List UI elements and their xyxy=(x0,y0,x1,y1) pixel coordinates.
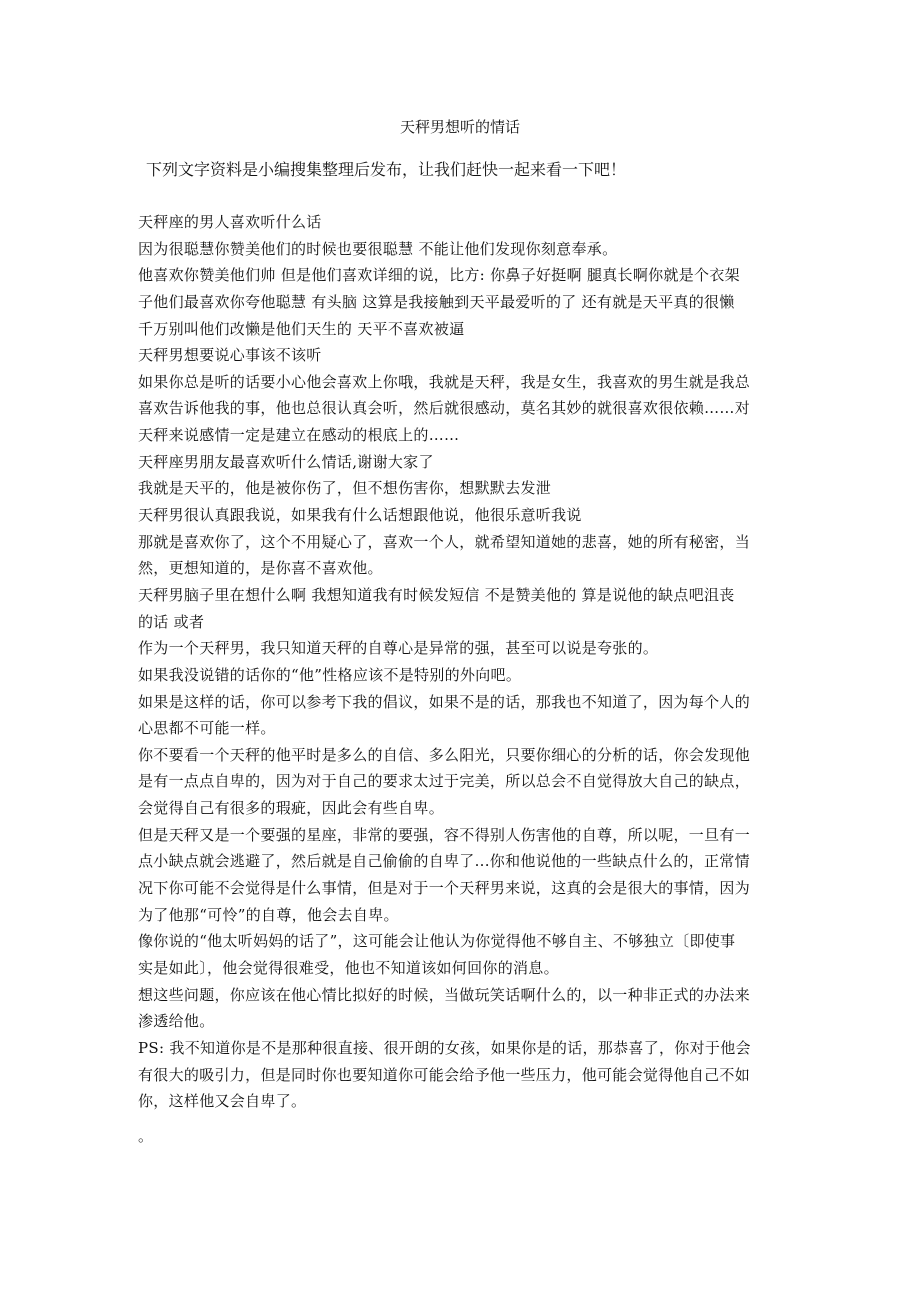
paragraph-line: 是有一点点自卑的，因为对于自己的要求太过于完美，所以总会不自觉得放大自己的缺点， xyxy=(138,772,751,791)
paragraph-line: 但是天秤又是一个要强的星座，非常的要强，容不得别人伤害他的自尊，所以呢，一旦有一 xyxy=(138,825,751,844)
paragraph-line: 会觉得自己有很多的瑕疵，因此会有些自卑。 xyxy=(138,799,445,818)
paragraph-line: 渗透给他。 xyxy=(138,1012,215,1031)
paragraph-line: 千万别叫他们改懒是他们天生的 天平不喜欢被逼 xyxy=(138,319,465,338)
paragraph xyxy=(138,982,800,1035)
paragraph xyxy=(138,635,800,662)
paragraph xyxy=(138,822,800,929)
paragraph-line: 喜欢告诉他我的事，他也总很认真会听，然后就很感动，莫名其妙的就很喜欢很依赖……对 xyxy=(138,399,751,418)
document-intro: 下列文字资料是小编搜集整理后发布，让我们赶快一起来看一下吧！ xyxy=(146,160,627,179)
paragraph xyxy=(138,502,800,529)
paragraph-line: 我就是天平的，他是被你伤了，但不想伤害你，想默默去发泄 xyxy=(138,479,552,498)
paragraph xyxy=(138,582,800,635)
paragraph-line: 子他们最喜欢你夸他聪慧 有头脑 这算是我接触到天平最爱听的了 还有就是天平真的很懒 xyxy=(138,292,735,311)
paragraph-line: 他喜欢你赞美他们帅 但是他们喜欢详细的说，比方: 你鼻子好挺啊 腿真长啊你就是个衣架 xyxy=(138,266,740,285)
paragraph-line: 那就是喜欢你了，这个不用疑心了，喜欢一个人，就希望知道她的悲喜，她的所有秘密，当 xyxy=(138,532,751,551)
paragraph xyxy=(138,369,800,449)
paragraph xyxy=(138,262,800,342)
paragraph-line: 如果是这样的话，你可以参考下我的倡议，如果不是的话，那我也不知道了，因为每个人的 xyxy=(138,692,751,711)
paragraph-line: 你，这样他又会自卑了。 xyxy=(138,1092,307,1111)
paragraph-line: PS: 我不知道你是不是那种很直接、很开朗的女孩，如果你是的话，那恭喜了，你对于他会 xyxy=(138,1038,751,1057)
paragraph-line: 如果我没说错的话你的“他”性格应该不是特别的外向吧。 xyxy=(138,665,522,684)
paragraph-line: 天秤座的男人喜欢听什么话 xyxy=(138,213,322,231)
paragraph-line: 你不要看一个天秤的他平时是多么的自信、多么阳光，只要你细心的分析的话，你会发现他 xyxy=(138,745,751,764)
paragraph-line: 天秤座男朋友最喜欢听什么情话,谢谢大家了 xyxy=(138,452,434,471)
paragraph-line: 天秤男脑子里在想什么啊 我想知道我有时候发短信 不是赞美他的 算是说他的缺点吧沮丧 xyxy=(138,585,735,604)
paragraph-line: 像你说的“他太听妈妈的话了”，这可能会让他认为你觉得他不够自主、不够独立〔即使事 xyxy=(138,932,736,951)
paragraph-line: 为了他那“可怜”的自尊，他会去自卑。 xyxy=(138,905,399,924)
paragraph xyxy=(138,529,800,582)
paragraph-line: 如果你总是听的话要小心他会喜欢上你哦，我就是天秤，我是女生，我喜欢的男生就是我总 xyxy=(138,372,751,391)
paragraph xyxy=(138,928,800,981)
paragraph xyxy=(138,342,800,369)
document-title: 天秤男想听的情话 xyxy=(399,118,520,136)
paragraph-line: 况下你可能不会觉得是什么事情，但是对于一个天秤男来说，这真的会是很大的事情，因为 xyxy=(138,879,751,898)
paragraph xyxy=(138,742,800,822)
document-body xyxy=(138,209,800,1149)
trailing-mark: 。 xyxy=(138,1126,154,1145)
paragraph xyxy=(138,236,800,263)
paragraph-line: 的话 或者 xyxy=(138,612,205,631)
paragraph-line: 心思都不可能一样。 xyxy=(138,719,276,738)
paragraph-line: 天秤来说感情一定是建立在感动的根底上的…… xyxy=(138,426,460,445)
paragraph-line: 实是如此〕，他会觉得很难受，他也不知道该如何回你的消息。 xyxy=(138,958,559,977)
paragraph-line: 因为很聪慧你赞美他们的时候也要很聪慧 不能让他们发现你刻意奉承。 xyxy=(138,239,618,258)
paragraph xyxy=(138,209,800,236)
paragraph-line: 有很大的吸引力，但是同时你也要知道你可能会给予他一些压力，他可能会觉得他自己不如 xyxy=(138,1065,751,1084)
paragraph-line: 天秤男想要说心事该不该听 xyxy=(138,346,322,365)
paragraph-line: 作为一个天秤男，我只知道天秤的自尊心是异常的强，甚至可以说是夸张的。 xyxy=(138,639,659,658)
paragraph-line: 然，更想知道的，是你喜不喜欢他。 xyxy=(138,559,383,578)
paragraph xyxy=(138,449,800,476)
paragraph-line: 点小缺点就会逃避了，然后就是自己偷偷的自卑了...你和他说他的一些缺点什么的，正常情 xyxy=(138,852,750,871)
paragraph xyxy=(138,475,800,502)
paragraph xyxy=(138,662,800,689)
paragraph xyxy=(138,689,800,742)
paragraph-line: 想这些问题，你应该在他心情比拟好的时候，当做玩笑话啊什么的，以一种非正式的办法来 xyxy=(138,985,751,1004)
paragraph-line: 天秤男很认真跟我说，如果我有什么话想跟他说，他很乐意听我说 xyxy=(138,506,582,525)
paragraph xyxy=(138,1035,800,1115)
